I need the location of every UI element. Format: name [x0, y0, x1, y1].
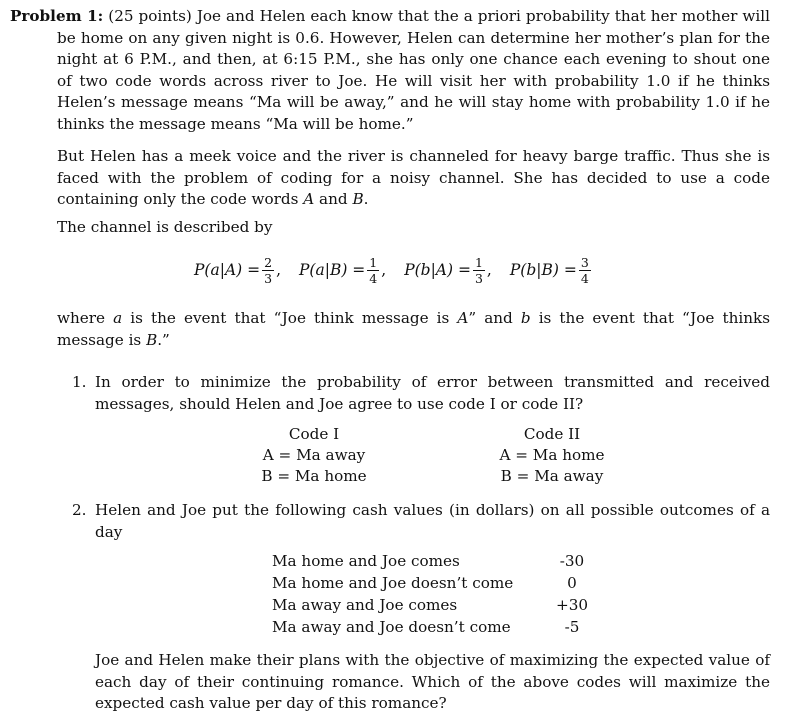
para4-text-b: is the event that “Joe think message is — [122, 309, 458, 327]
term-3-separator: , — [486, 261, 492, 279]
para4-text-c: ” and — [468, 309, 521, 327]
term-2-fraction — [367, 256, 379, 285]
code-i-title: Code I — [288, 425, 340, 443]
code-i-row-b: B = Ma home — [261, 467, 367, 485]
code-word-a: A — [303, 190, 315, 208]
item-2-number: 2. — [72, 501, 87, 519]
cash-value: 0 — [567, 574, 577, 592]
item-2-followup-text: Joe and Helen make their plans with the objective of maximizing the expected value of each day of their continuing romance. Which of the above codes will maximize the expected cash value per day of this romance? — [95, 651, 770, 712]
problem-intro-text: Joe and Helen each know that the a priori probability that her mother will be home on any given night is 0.6. However, Helen can determine her mother’s plan for the night at 6 P.M., and then, at 6:15 P.M., she has only one chance each evening to shout one of two code words across river to Joe. He will visit her with probability 1.0 if he thinks Helen’s message means “Ma will be away,” and he will stay home with probability 1.0 if he thinks the message means “Ma will be home.” — [57, 7, 770, 133]
table-row — [272, 594, 592, 616]
para4-code-b: B — [146, 330, 158, 349]
table-row — [272, 550, 592, 572]
table-row — [272, 616, 592, 638]
para4-code-a: A — [457, 309, 469, 327]
cash-label: Ma away and Joe doesn’t come — [272, 618, 511, 636]
formula-term-1 — [194, 256, 281, 285]
para4-text-e: .” — [157, 330, 170, 349]
event-var-a: a — [113, 309, 123, 327]
table-row — [272, 572, 592, 594]
cash-value: -30 — [559, 552, 585, 570]
cash-label: Ma away and Joe comes — [272, 596, 458, 614]
term-1-fraction — [262, 256, 274, 285]
term-1-denominator: 3 — [264, 270, 273, 286]
code-ii-row-a: A = Ma home — [499, 446, 605, 464]
cash-values-table — [272, 550, 592, 638]
code-ii-column — [490, 424, 614, 487]
term-2-denominator: 4 — [369, 270, 378, 286]
problem-intro-block — [10, 6, 770, 135]
term-1-separator: , — [276, 261, 281, 279]
event-var-b: b — [520, 309, 531, 327]
para2-and: and — [314, 190, 353, 208]
para4-text-d: is the event that “Joe thinks message is — [57, 309, 770, 349]
item-1-text: In order to minimize the probability of error between transmitted and received messages, should Helen and Joe agree to use code I or code II? — [95, 373, 770, 413]
problem-points: (25 points) — [108, 7, 192, 25]
term-2-numerator: 1 — [369, 254, 378, 270]
cash-value: -5 — [564, 618, 580, 636]
cash-label: Ma home and Joe doesn’t come — [272, 574, 514, 592]
term-4-denominator: 4 — [580, 270, 589, 286]
cash-label: Ma home and Joe comes — [272, 552, 460, 570]
channel-probabilities-formula — [194, 250, 593, 290]
paragraph-event-definitions — [57, 308, 770, 351]
paragraph-channel-described: The channel is described by — [57, 218, 273, 236]
code-word-b: B — [352, 190, 364, 208]
code-ii-title: Code II — [523, 425, 581, 443]
term-3-denominator: 3 — [474, 270, 483, 286]
term-4-fraction — [579, 256, 591, 285]
term-1-numerator: 2 — [264, 254, 273, 270]
problem-title: Problem 1: — [10, 7, 104, 25]
term-2-lhs: P(a|B) = — [299, 261, 366, 279]
formula-term-3 — [404, 256, 492, 285]
term-4-numerator: 3 — [580, 254, 589, 270]
para2-end: . — [363, 190, 369, 208]
item-2-text: Helen and Joe put the following cash values (in dollars) on all possible outcomes of a day — [95, 501, 770, 541]
term-2-separator: , — [381, 261, 387, 279]
term-1-lhs: P(a|A) = — [194, 261, 261, 279]
term-3-lhs: P(b|A) = — [404, 261, 471, 279]
formula-term-2 — [299, 256, 386, 285]
code-i-column — [254, 424, 374, 487]
cash-value: +30 — [555, 596, 589, 614]
term-4-lhs: P(b|B) = — [509, 261, 577, 279]
term-3-numerator: 1 — [474, 254, 483, 270]
code-i-row-a: A = Ma away — [262, 446, 366, 464]
item-1-number: 1. — [72, 373, 87, 391]
para2-text: But Helen has a meek voice and the river is channeled for heavy barge traffic. Thus she is faced with the problem of coding for a noisy channel. She has decided to use a code containing only the code words — [57, 147, 770, 208]
term-3-fraction — [473, 256, 485, 285]
code-ii-row-b: B = Ma away — [500, 467, 604, 485]
paragraph-noisy-channel — [57, 146, 770, 211]
problem-intro — [10, 6, 770, 135]
formula-term-4 — [510, 256, 593, 285]
para4-text-a: where — [57, 309, 114, 327]
